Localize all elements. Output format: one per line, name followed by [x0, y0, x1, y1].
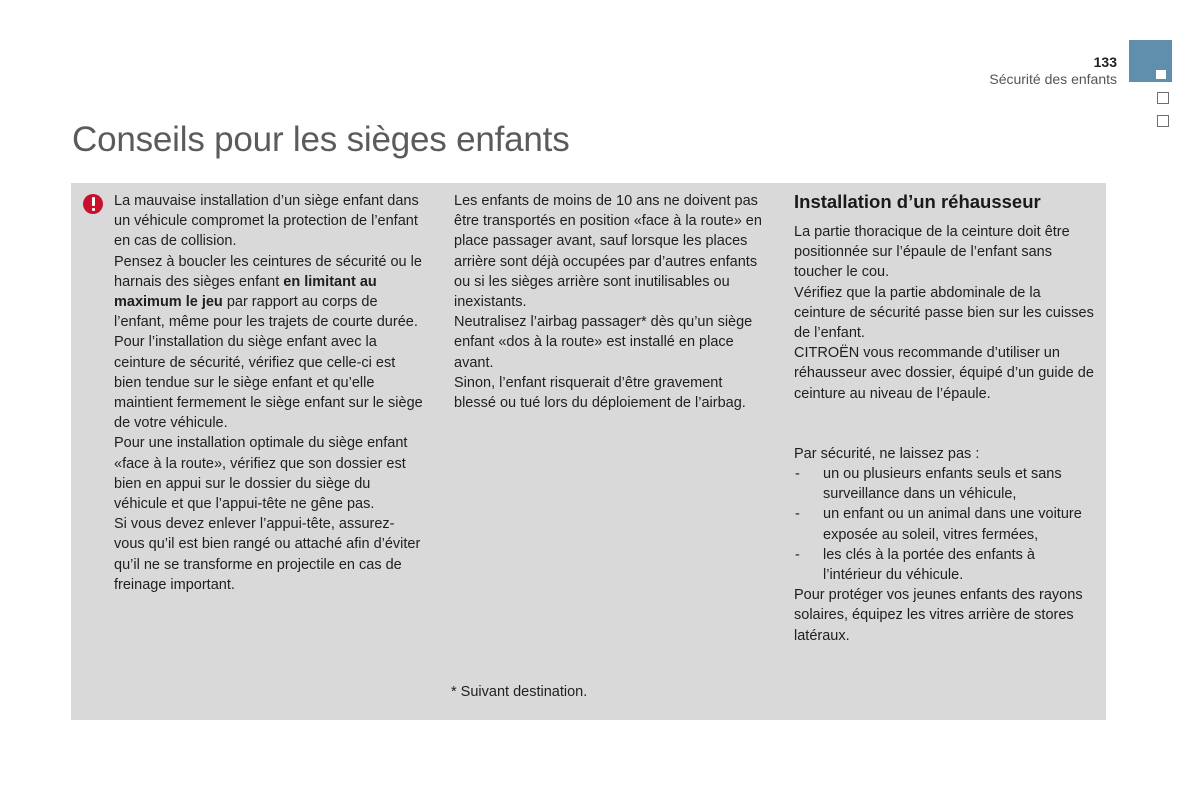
section-tabs: [1129, 40, 1172, 82]
list-item: - un ou plusieurs enfants seuls et sans surveillance dans un véhicule,: [795, 466, 1062, 503]
paragraph: Pour une installation optimale du siège enfant «face à la route», vérifiez que son dossier est bien en appui sur le dossier du siège du véhicule et que l’appui-tête ne gêne pas.: [114, 435, 408, 513]
page-title: Conseils pour les sièges enfants: [72, 120, 570, 159]
section-heading: Installation d’un réhausseur: [794, 191, 1041, 212]
section-tab-3[interactable]: [1157, 115, 1169, 127]
paragraph: Neutralisez l’airbag passager* dès qu’un siège enfant «dos à la route» est installé en place avant.: [454, 314, 753, 371]
paragraph: Si vous devez enlever l’appui-tête, assurez-vous qu’il est bien rangé ou attaché afin d’éviter qu’il ne se transforme en projectile en cas de freinage important.: [114, 516, 421, 593]
paragraph: Par sécurité, ne laissez pas :: [794, 445, 980, 462]
page-number: 133: [1093, 54, 1117, 70]
column-airbag: [454, 191, 764, 413]
square-icon: [1156, 70, 1166, 79]
paragraph: Sinon, l’enfant risquerait d’être gravement blessé ou tué lors du déploiement de l’airbag.: [454, 374, 746, 412]
bold-emphasis: en limitant au maximum le jeu: [114, 273, 377, 311]
section-name: Sécurité des enfants: [989, 71, 1117, 87]
column-booster: [794, 191, 1094, 646]
paragraph: Pour protéger vos jeunes enfants des rayons solaires, équipez les vitres arrière de stores latéraux.: [794, 587, 1083, 644]
paragraph: Les enfants de moins de 10 ans ne doivent pas être transportés en position «face à la route» en place passager avant, sauf lorsque les places arrière sont déjà occupées par d’autres enfants ou si les sièges arrière sont inutilisables ou inexistants.: [454, 193, 762, 311]
footnote: * Suivant destination.: [451, 684, 588, 700]
paragraph: Pour l’installation du siège enfant avec la ceinture de sécurité, vérifiez que celle-ci est bien tendue sur le siège enfant et qu’elle maintient fermement le siège enfant sur le siège de votre véhicule.: [114, 334, 423, 432]
list-item: - les clés à la portée des enfants à l’intérieur du véhicule.: [795, 546, 1035, 584]
section-tab-2[interactable]: [1157, 92, 1169, 104]
paragraph: La mauvaise installation d’un siège enfant dans un véhicule compromet la protection de l’enfant en cas de collision.: [114, 193, 419, 250]
section-tab-active[interactable]: [1129, 40, 1172, 82]
paragraph: Vérifiez que la partie abdominale de la ceinture de sécurité passe bien sur les cuisses de l’enfant.: [794, 284, 1094, 342]
content-panel: [71, 183, 1106, 720]
exclamation-circle-icon: [83, 194, 103, 214]
bullet-list: [794, 464, 1094, 585]
paragraph: Pensez à boucler les ceintures de sécurité ou le harnais des sièges enfant en limitant au maximum le jeu par rapport au corps de l’enfant, même pour les trajets de courte durée.: [114, 253, 422, 331]
list-item: - un enfant ou un animal dans une voiture exposée au soleil, vitres fermées,: [795, 506, 1082, 543]
column-warning: [114, 191, 424, 595]
paragraph: CITROËN vous recommande d’utiliser un réhausseur avec dossier, équipé d’un guide de ceinture au niveau de l’épaule.: [794, 345, 1094, 402]
page-header: [989, 54, 1117, 88]
paragraph: La partie thoracique de la ceinture doit être positionnée sur l’épaule de l’enfant sans toucher le cou.: [794, 224, 1070, 281]
